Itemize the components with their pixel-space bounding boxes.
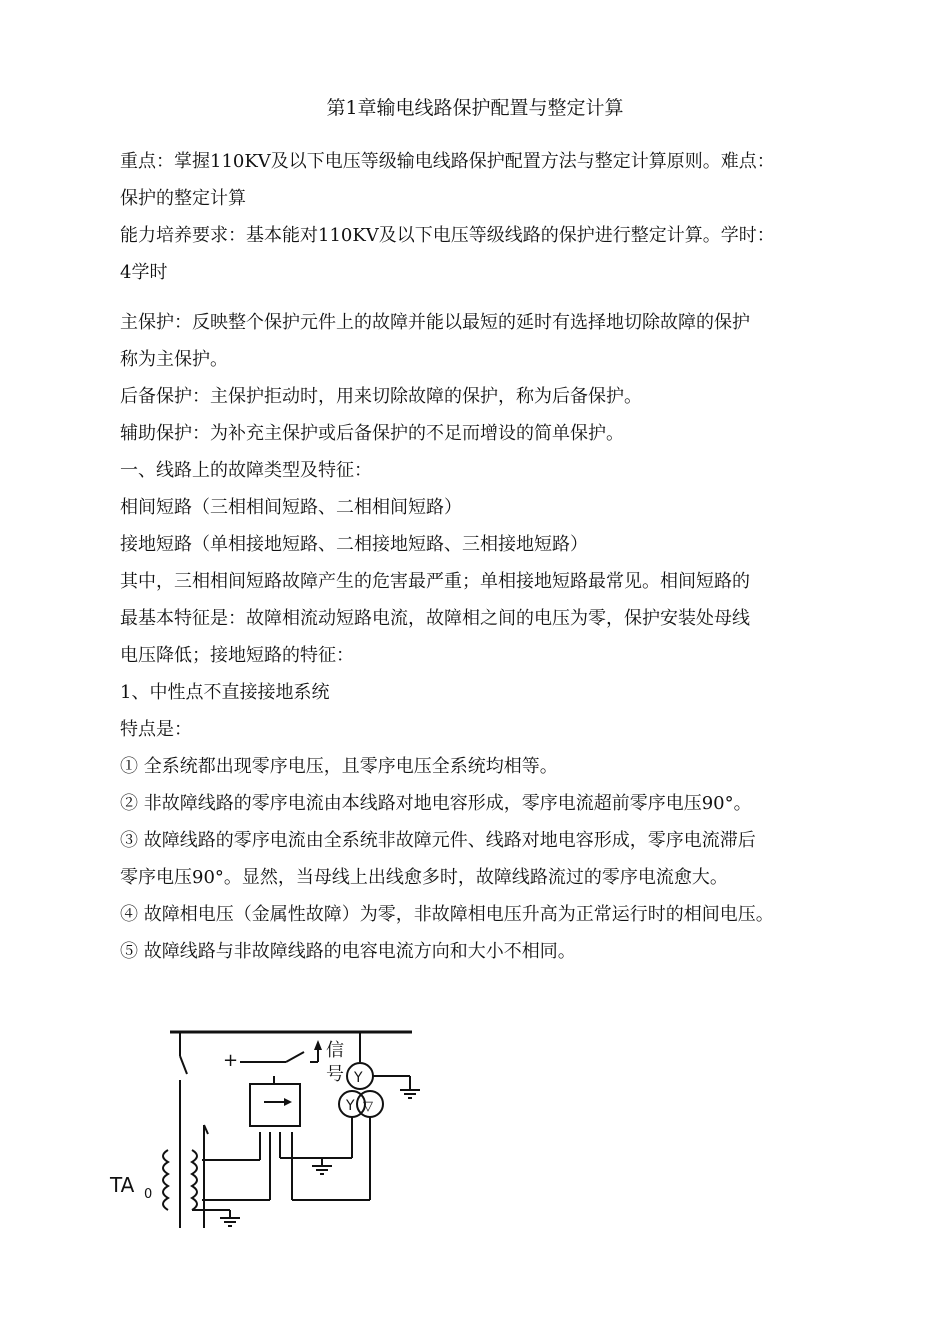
- breaker-blade: [180, 1056, 187, 1074]
- signal-label-2: 号: [326, 1064, 344, 1085]
- features-label: 特点是：: [120, 719, 192, 740]
- intro-line-1: 重点：掌握110KV及以下电压等级输电线路保护配置方法与整定计算原则。难点：: [120, 151, 775, 172]
- feature-2: ② 非故障线路的零序电流由本线路对地电容形成，零序电流超前零序电压90°。: [120, 793, 752, 814]
- section-line-5: 电压降低；接地短路的特征：: [120, 645, 354, 666]
- definition-auxiliary: 辅助保护：为补充主保护或后备保护的不足而增设的简单保护。: [120, 423, 624, 444]
- ta-label: TA: [110, 1173, 135, 1197]
- relay-box: [250, 1084, 300, 1126]
- feature-5: ⑤ 故障线路与非故障线路的电容电流方向和大小不相同。: [120, 941, 576, 962]
- section-heading: 一、线路上的故障类型及特征：: [120, 460, 372, 481]
- feature-3a: ③ 故障线路的零序电流由全系统非故障元件、线路对地电容形成，零序电流滞后: [120, 830, 756, 851]
- intro-line-2: 保护的整定计算: [120, 188, 246, 209]
- pt-right-label: ▽: [363, 1099, 373, 1114]
- pt-left-label: Y: [346, 1098, 355, 1114]
- paragraph-gap: [120, 298, 880, 311]
- relay-contact: [286, 1052, 304, 1062]
- feature-4: ④ 故障相电压（金属性故障）为零，非故障相电压升高为正常运行时的相间电压。: [120, 904, 774, 925]
- signal-label-1: 信: [326, 1040, 344, 1061]
- section-line-2: 接地短路（单相接地短路、二相接地短路、三相接地短路）: [120, 534, 588, 555]
- intro-line-3: 能力培养要求：基本能对110KV及以下电压等级线路的保护进行整定计算。学时：: [120, 225, 775, 246]
- plus-sign: +: [223, 1050, 239, 1071]
- section-line-3: 其中，三相相间短路故障产生的危害最严重；单相接地短路最常见。相间短路的: [120, 571, 750, 592]
- ta-subscript: 0: [144, 1187, 153, 1202]
- document-body: [120, 150, 880, 977]
- definition-main-1: 主保护：反映整个保护元件上的故障并能以最短的延时有选择地切除故障的保护: [120, 312, 750, 333]
- definition-backup: 后备保护：主保护拒动时，用来切除故障的保护，称为后备保护。: [120, 386, 642, 407]
- feature-3b: 零序电压90°。显然，当母线上出线愈多时，故障线路流过的零序电流愈大。: [120, 867, 728, 888]
- intro-line-4: 4学时: [120, 262, 168, 283]
- section-line-4: 最基本特征是：故障相流动短路电流，故障相之间的电压为零，保护安装处母线: [120, 608, 750, 629]
- feature-1: ① 全系统都出现零序电压，且零序电压全系统均相等。: [120, 756, 558, 777]
- current-transformer: [163, 1150, 168, 1210]
- section-line-1: 相间短路（三相相间短路、二相相间短路）: [120, 497, 462, 518]
- definition-main-2: 称为主保护。: [120, 349, 228, 370]
- circuit-diagram: [108, 1020, 438, 1240]
- page-title: 第1章输电线路保护配置与整定计算: [326, 97, 624, 119]
- subsection-heading: 1、中性点不直接接地系统: [120, 682, 330, 703]
- pt-top-label: Y: [354, 1070, 363, 1086]
